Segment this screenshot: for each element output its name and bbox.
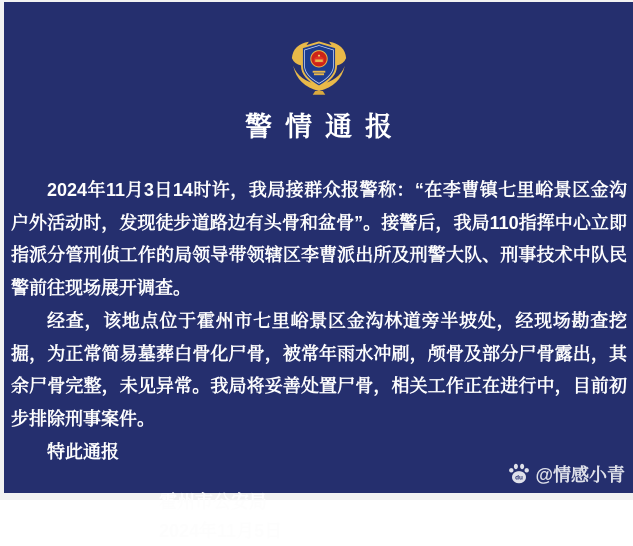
- notice-title: 警情通报: [245, 112, 405, 142]
- agency-name: 霍州市公安局: [159, 492, 267, 513]
- baidu-paw-icon: [508, 463, 530, 485]
- notice-body: [11, 174, 627, 468]
- watermark-text: @情感小青: [535, 465, 625, 485]
- notice-date: 2024年11月5日: [159, 521, 283, 542]
- police-badge-icon: [287, 38, 351, 96]
- signature-block: [159, 488, 633, 546]
- body-paragraph-1: 2024年11月3日14时许，我局接群众报警称：“在李曹镇七里峪景区金沟户外活动时，发现徒步道路边有头骨和盆骨”。接警后，我局110指挥中心立即指派分管刑侦工作的局领导带领辖区李曹派出所及刑警大队、刑事技术中队民警前往现场展开调查。: [11, 180, 627, 299]
- body-paragraph-2: 经查，该地点位于霍州市七里峪景区金沟林道旁半坡处，经现场勘查挖掘，为正常简易墓葬白骨化尸骨，被常年雨水冲刷，颅骨及部分尸骨露出，其余尸骨完整，未见异常。我局将妥善处置尸骨，相关工作正在进行中，目前初步排除刑事案件。: [11, 310, 627, 429]
- closing-line: 特此通报: [47, 441, 119, 462]
- watermark: [508, 461, 625, 487]
- svg-text:du: du: [515, 474, 524, 482]
